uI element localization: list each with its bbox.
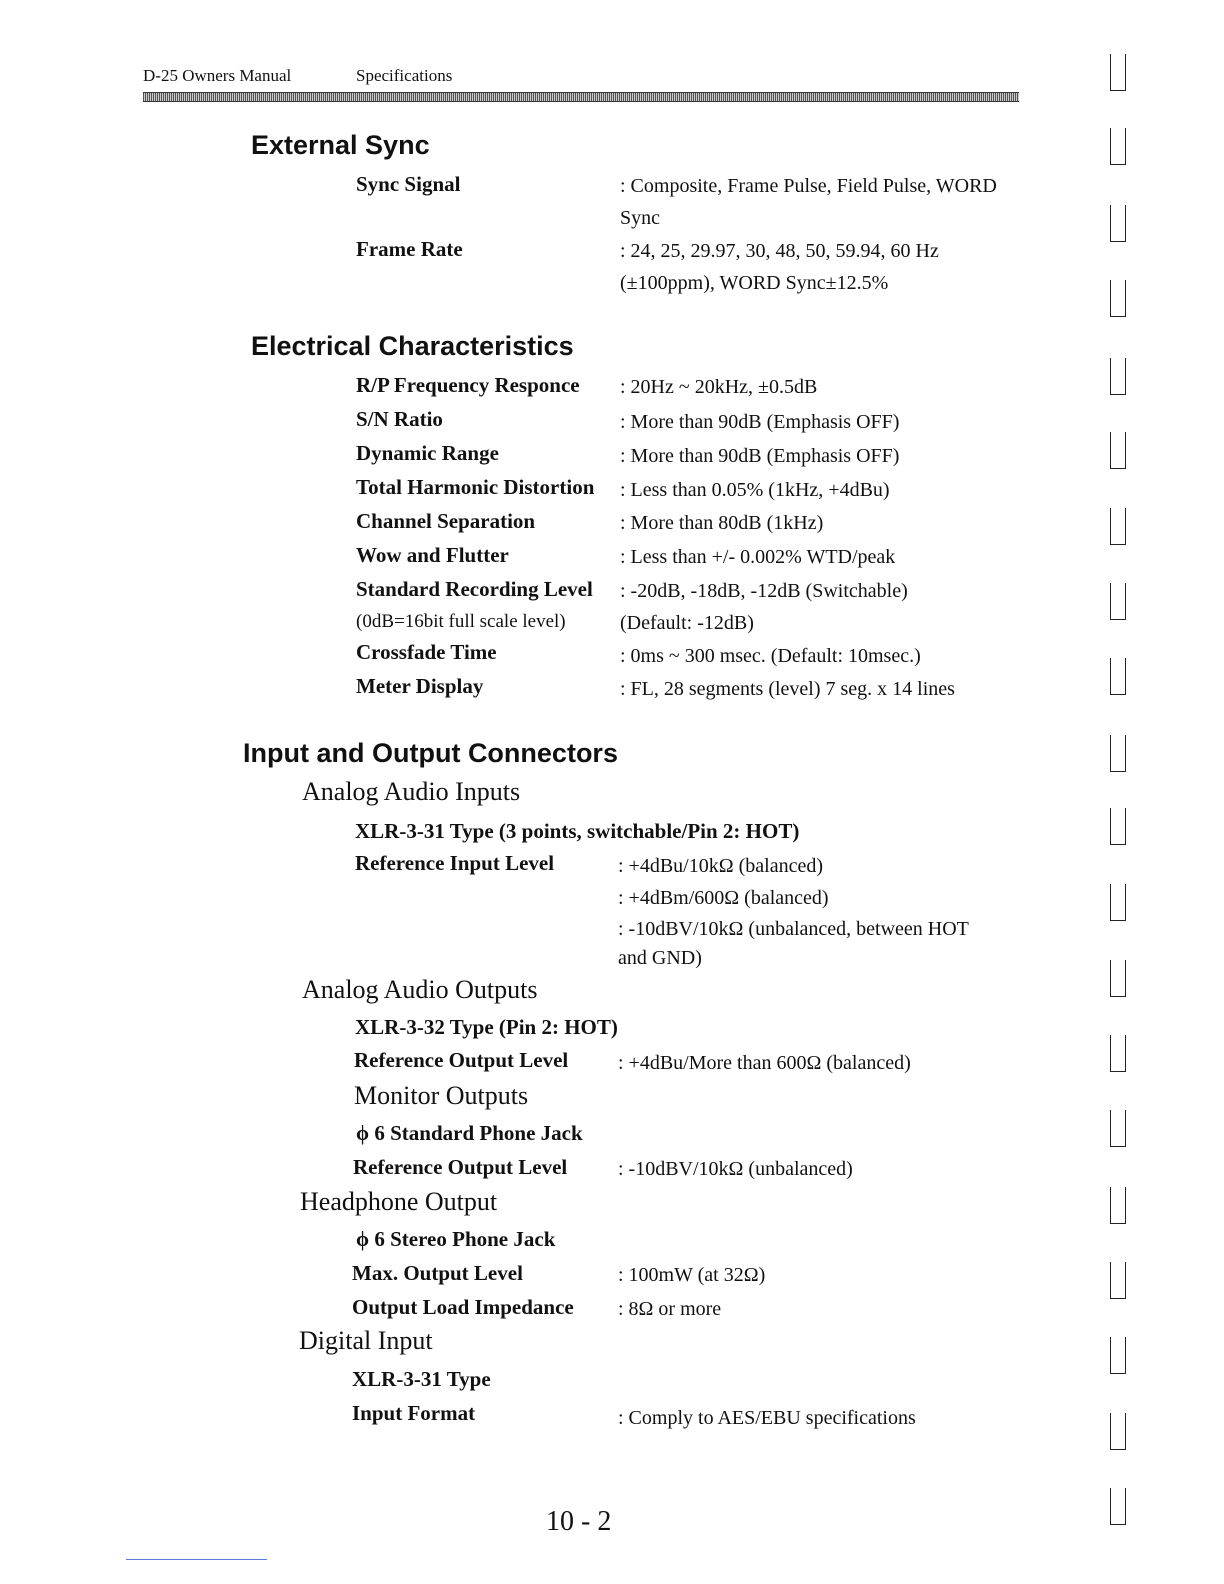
- manual-title: D-25 Owners Manual: [143, 66, 292, 85]
- spec-label: Wow and Flutter: [356, 543, 509, 567]
- ref-input-value: : +4dBu/10kΩ (balanced): [618, 855, 823, 877]
- input-format-value: : Comply to AES/EBU specifications: [618, 1407, 916, 1429]
- binder-bracket: [1110, 54, 1126, 91]
- analog-inputs-heading: Analog Audio Inputs: [302, 777, 521, 806]
- header-rule: [143, 92, 1019, 102]
- sync-signal-label: Sync Signal: [356, 172, 461, 196]
- digital-type: XLR-3-31 Type: [352, 1367, 491, 1391]
- input-format-label: Input Format: [352, 1401, 476, 1425]
- digital-input-heading: Digital Input: [299, 1326, 433, 1355]
- monitor-outputs-heading: Monitor Outputs: [354, 1081, 529, 1110]
- binder-bracket: [1110, 1488, 1126, 1525]
- ref-input-value: : -10dBV/10kΩ (unbalanced, between HOT: [618, 918, 969, 940]
- monitor-ref-value: : -10dBV/10kΩ (unbalanced): [618, 1158, 853, 1180]
- spec-value: : More than 90dB (Emphasis OFF): [620, 411, 900, 433]
- binder-bracket: [1110, 808, 1126, 845]
- spec-value: : More than 80dB (1kHz): [620, 512, 824, 534]
- electrical-heading: Electrical Characteristics: [251, 331, 574, 361]
- binder-bracket: [1110, 1413, 1126, 1450]
- load-impedance-value: : 8Ω or more: [618, 1298, 722, 1320]
- max-output-label: Max. Output Level: [352, 1261, 523, 1285]
- ref-input-value: : +4dBm/600Ω (balanced): [618, 887, 829, 909]
- frame-rate-label: Frame Rate: [356, 237, 463, 261]
- binder-bracket: [1110, 358, 1126, 395]
- binder-bracket: [1110, 884, 1126, 921]
- spec-label: Channel Separation: [356, 509, 536, 533]
- spec-value: : 0ms ~ 300 msec. (Default: 10msec.): [620, 645, 921, 667]
- monitor-ref-label: Reference Output Level: [353, 1155, 568, 1179]
- spec-value: : -20dB, -18dB, -12dB (Switchable): [620, 580, 908, 602]
- bottom-line: [126, 1559, 267, 1560]
- binder-bracket: [1110, 1262, 1126, 1299]
- monitor-jack: ϕ 6 Standard Phone Jack: [356, 1121, 583, 1145]
- spec-value: : FL, 28 segments (level) 7 seg. x 14 lines: [620, 678, 955, 700]
- frame-rate-value: : 24, 25, 29.97, 30, 48, 50, 59.94, 60 Hz: [620, 240, 939, 262]
- spec-label: Total Harmonic Distortion: [356, 475, 595, 499]
- analog-inputs-type: XLR-3-31 Type (3 points, switchable/Pin 2: HOT): [355, 819, 800, 843]
- binder-bracket: [1110, 280, 1126, 317]
- binder-bracket: [1110, 735, 1126, 772]
- ref-input-value: and GND): [618, 947, 702, 969]
- binder-bracket: [1110, 432, 1126, 469]
- max-output-value: : 100mW (at 32Ω): [618, 1264, 766, 1286]
- ref-input-level-label: Reference Input Level: [355, 851, 555, 875]
- headphone-heading: Headphone Output: [300, 1187, 498, 1216]
- spec-label: Dynamic Range: [356, 441, 499, 465]
- sync-signal-value: : Composite, Frame Pulse, Field Pulse, WORD: [620, 175, 997, 197]
- binder-bracket: [1110, 205, 1126, 242]
- spec-label: Meter Display: [356, 674, 484, 698]
- sync-signal-value-cont: Sync: [620, 207, 660, 229]
- binder-bracket: [1110, 508, 1126, 545]
- io-heading: Input and Output Connectors: [243, 738, 618, 768]
- binder-bracket: [1110, 960, 1126, 997]
- binder-bracket: [1110, 1035, 1126, 1072]
- binder-bracket: [1110, 658, 1126, 695]
- binder-bracket: [1110, 1110, 1126, 1147]
- ref-output-value: : +4dBu/More than 600Ω (balanced): [618, 1052, 911, 1074]
- spec-value: (Default: -12dB): [620, 612, 754, 634]
- frame-rate-value-cont: (±100ppm), WORD Sync±12.5%: [620, 272, 889, 294]
- headphone-jack: ϕ 6 Stereo Phone Jack: [356, 1227, 556, 1251]
- spec-label: S/N Ratio: [356, 407, 443, 431]
- ref-output-level-label: Reference Output Level: [354, 1048, 569, 1072]
- spec-label: Standard Recording Level: [356, 577, 593, 601]
- external-sync-heading: External Sync: [251, 130, 430, 160]
- spec-label-note: (0dB=16bit full scale level): [356, 611, 566, 632]
- spec-label: R/P Frequency Responce: [356, 373, 580, 397]
- binder-bracket: [1110, 583, 1126, 620]
- analog-outputs-heading: Analog Audio Outputs: [302, 975, 538, 1004]
- spec-value: : Less than 0.05% (1kHz, +4dBu): [620, 479, 890, 501]
- spec-value: : Less than +/- 0.002% WTD/peak: [620, 546, 896, 568]
- binder-bracket: [1110, 1187, 1126, 1224]
- analog-outputs-type: XLR-3-32 Type (Pin 2: HOT): [355, 1015, 618, 1039]
- load-impedance-label: Output Load Impedance: [352, 1295, 574, 1319]
- page-number: 10 - 2: [546, 1506, 612, 1537]
- spec-value: : 20Hz ~ 20kHz, ±0.5dB: [620, 376, 818, 398]
- spec-value: : More than 90dB (Emphasis OFF): [620, 445, 900, 467]
- section-title: Specifications: [356, 66, 453, 85]
- binder-bracket: [1110, 128, 1126, 165]
- spec-label: Crossfade Time: [356, 640, 497, 664]
- binder-bracket: [1110, 1337, 1126, 1374]
